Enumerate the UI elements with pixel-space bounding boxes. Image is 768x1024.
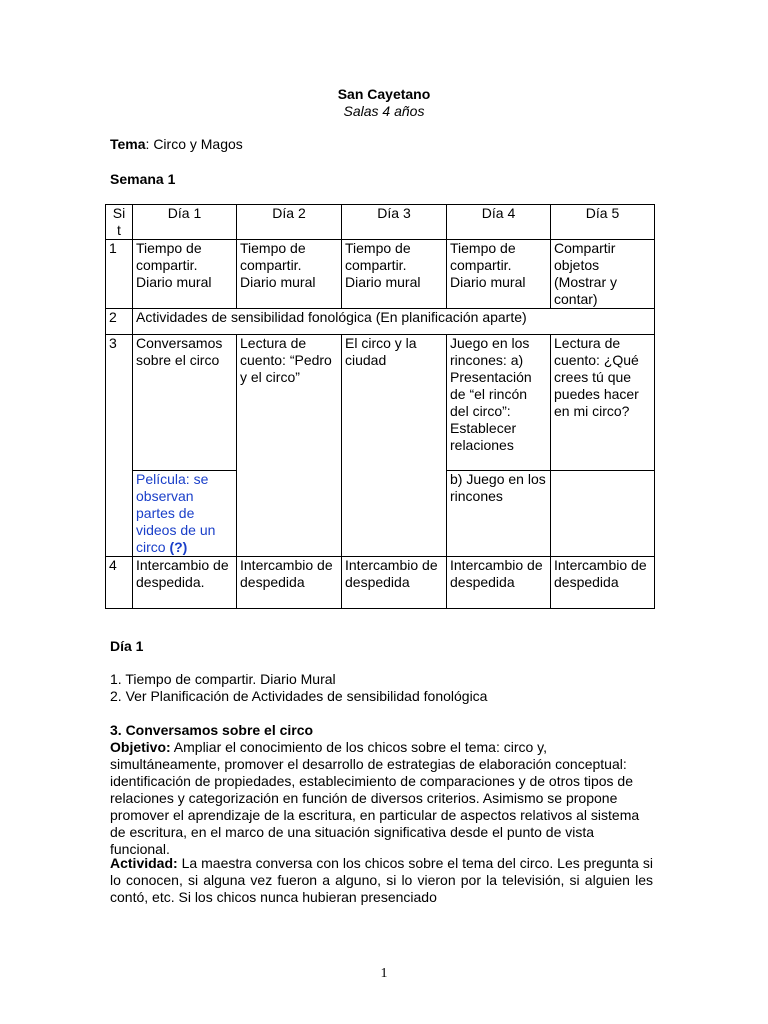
list-item: 2. Ver Planificación de Actividades de sensibilidad fonológica [110,688,488,704]
header-dia-4: Día 4 [447,205,551,240]
question-mark: (?) [169,539,188,555]
row-number: 1 [106,240,133,309]
table-cell: Intercambio de despedida [237,557,342,609]
header-dia-2: Día 2 [237,205,342,240]
page-number: 1 [380,966,388,981]
table-cell: Actividades de sensibilidad fonológica (En planificación aparte) [133,309,655,335]
row-number: 3 [106,335,133,557]
objetivo-label: Objetivo: [110,739,171,755]
table-row [106,335,655,471]
header-sit: Si t [106,205,133,240]
table-header-row [106,205,655,240]
document-subtitle: Salas 4 años [343,103,425,119]
table-cell: Tiempo de compartir. Diario mural [342,240,447,309]
table-cell: El circo y la ciudad [342,335,447,557]
table-cell: b) Juego en los rincones [447,471,551,557]
row-number: 2 [106,309,133,335]
row-number: 4 [106,557,133,609]
table-cell: Tiempo de compartir. Diario mural [133,240,237,309]
actividad-text: La maestra conversa con los chicos sobre el tema del circo. Les pregunta si lo conocen, si alguna vez fueron a alguno, si lo vieron por la televisión, si alguien les contó, etc. Si los chicos nunca hubieran presenciado [110,855,653,905]
table-cell: Tiempo de compartir. Diario mural [237,240,342,309]
table-cell: Lectura de cuento: “Pedro y el circo” [237,335,342,557]
table-cell: Intercambio de despedida [551,557,655,609]
header-dia-1: Día 1 [133,205,237,240]
tema-value: : Circo y Magos [145,136,243,152]
table-cell: Intercambio de despedida [447,557,551,609]
section-title: 3. Conversamos sobre el circo [110,722,314,738]
tema-label: Tema [110,136,146,152]
table-row [106,240,655,309]
video-note: Película: se observan partes de videos de un circo [136,471,216,555]
dia1-heading: Día 1 [110,638,144,654]
list-item: 1. Tiempo de compartir. Diario Mural [110,671,336,687]
table-cell: Compartir objetos (Mostrar y contar) [551,240,655,309]
table-cell: Tiempo de compartir. Diario mural [447,240,551,309]
table-cell: Conversamos sobre el circo [133,335,237,471]
table-cell [551,471,655,557]
actividad-paragraph [110,855,653,906]
actividad-label: Actividad: [110,855,178,871]
table-cell: Intercambio de despedida [342,557,447,609]
document-title: San Cayetano [337,86,431,102]
objetivo-text: Ampliar el conocimiento de los chicos sobre el tema: circo y, simultáneamente, promover el desarrollo de estrategias de elaboración conceptual: identificación de propiedades, establecimiento de comparaciones y de otros tipos de relaciones y categorización en función de diversos criterios. Asimismo se propone promover el aprendizaje de la escritura, en particular de aspectos relativos al sistema de escritura, en el marco de una situación significativa desde el punto de vista funcional. [110,739,640,857]
header-dia-5: Día 5 [551,205,655,240]
tema-line [110,136,243,153]
semana-heading: Semana 1 [110,171,176,187]
table-cell: Intercambio de despedida. [133,557,237,609]
planning-table [105,204,655,609]
table-cell: Lectura de cuento: ¿Qué crees tú que puedes hacer en mi circo? [551,335,655,471]
table-cell: Juego en los rincones: a) Presentación de “el rincón del circo”: Establecer relaciones [447,335,551,471]
header-dia-3: Día 3 [342,205,447,240]
table-row [106,557,655,609]
table-cell [133,471,237,557]
table-row [106,309,655,335]
objetivo-paragraph [110,739,653,858]
